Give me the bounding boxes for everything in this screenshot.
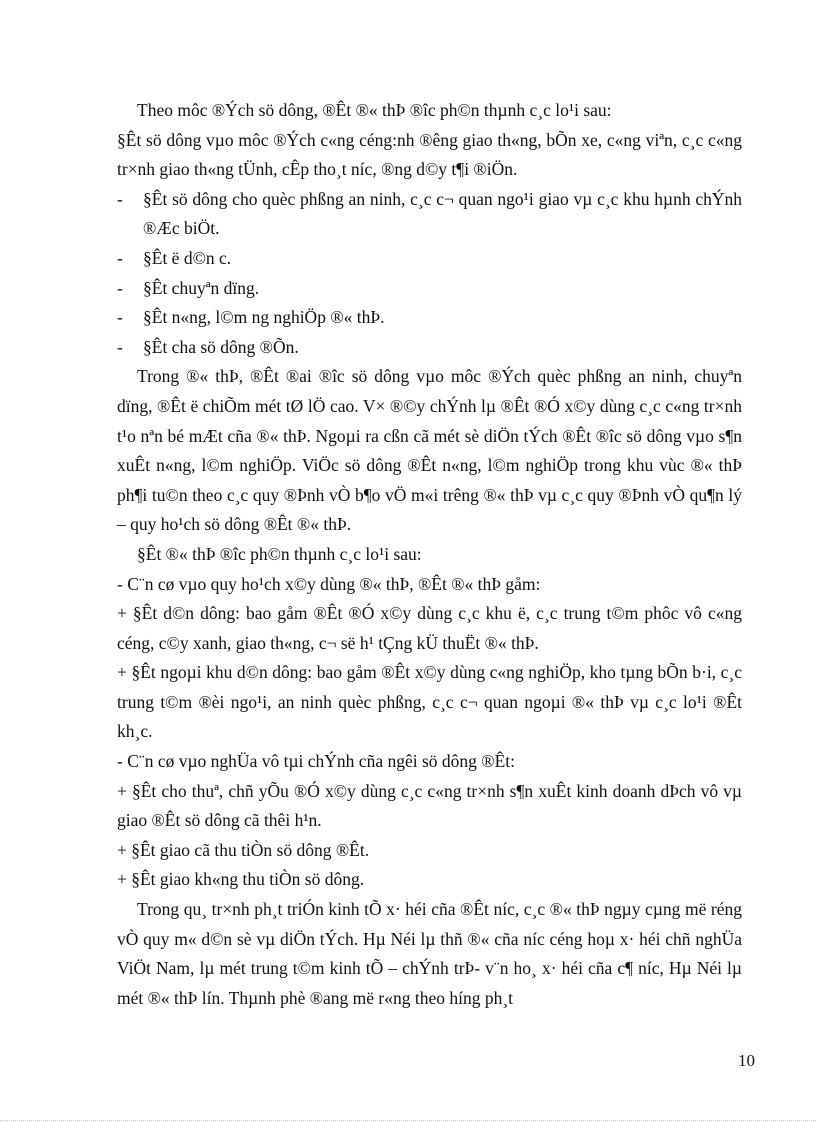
list-item [117,303,742,333]
list-item-text: §Êt ë d©n c. [143,247,232,268]
list-item-text: §Êt sö dông cho quèc phßng an ninh, c¸c c¬ quan ngo¹i giao vµ c¸c khu hµnh chÝnh ®Æc biÖt. [143,188,742,239]
bullet-dash: - [117,336,123,357]
classification-heading: §Êt ®« thÞ ®îc ph©n thµnh c¸c lo¹i sau: [137,543,422,564]
intro-line: Theo môc ®Ých sö dông, ®Êt ®« thÞ ®îc ph©n thµnh c¸c lo¹i sau: [137,100,612,120]
list-item [117,274,742,304]
urban-land-paragraph: Trong ®« thÞ, ®Êt ®ai ®îc sö dông vµo môc ®Ých quèc phßng an ninh, chuyªn dïng, ®Êt ë chiÕm mét tØ lÖ cao. V× ®©y chÝnh lµ ®Êt ®Ó x©y dùng c¸c c«ng tr×nh t¹o nªn bé mÆt cña ®« thÞ. Ngoµi ra cßn cã mét sè diÖn tÝch ®Êt ®îc sö dông vµo s¶n xuÊt n«ng, l©m nghiÖp. ViÖc sö dông ®Êt n«ng, l©m nghiÖp trong khu vùc ®« thÞ ph¶i tu©n theo c¸c quy ®Þnh vÒ b¶o vÖ m«i trêng ®« thÞ vµ c¸c quy ®Þnh vÒ qu¶n lý – quy ho¹ch sö dông ®Êt ®« thÞ. [117,366,742,535]
list-item [117,244,742,274]
public-land-paragraph: §Êt sö dông vµo môc ®Ých c«ng céng:nh ®êng giao th«ng, bÕn xe, c«ng viªn, c¸c c«ng tr×nh giao th«ng tÜnh, cÊp tho¸t níc, ®ng d©y t¶i ®iÖn. [117,129,742,180]
footer-divider [0,1120,816,1121]
list-item-text: §Êt chuyªn dïng. [143,277,260,298]
paid-allocation-item: + §Êt giao cã thu tiÒn sö dông ®Êt. [117,839,370,860]
body-text [117,96,742,1013]
development-paragraph: Trong qu¸ tr×nh ph¸t triÓn kinh tÕ x· héi cña ®Êt níc, c¸c ®« thÞ ngµy cµng më réng vÒ quy m« d©n sè vµ diÖn tÝch. Hµ Néi lµ thñ ®« cña níc céng hoµ x· héi chñ nghÜa ViÖt Nam, lµ mét trung t©m kinh tÕ – chÝnh trÞ- v¨n ho¸ x· héi cña c¶ níc, Hµ Néi lµ mét ®« thÞ lín. Thµnh phè ®ang më r«ng theo híng ph¸t [117,899,742,1008]
list-item-text: §Êt n«ng, l©m ng nghiÖp ®« thÞ. [143,307,385,328]
list-item-text: §Êt cha sö dông ®Õn. [143,336,299,357]
list-item [117,333,742,363]
bullet-dash: - [117,247,123,268]
non-civil-land-item: + §Êt ngoµi khu d©n dông: bao gåm ®Êt x©y dùng c«ng nghiÖp, kho tµng bÕn b·i, c¸c trung t©m ®èi ngo¹i, an ninh quèc phßng, c¸c c¬ quan ngoµi ®« thÞ vµ c¸c lo¹i ®Êt kh¸c. [117,662,742,742]
bullet-dash: - [117,307,123,328]
bullet-dash: - [117,277,123,298]
bullet-dash: - [117,188,123,209]
list-item [117,185,742,244]
planning-basis-line: - C¨n cø vµo quy ho¹ch x©y dùng ®« thÞ, ®Êt ®« thÞ gåm: [117,573,541,594]
leased-land-item: + §Êt cho thuª, chñ yÕu ®Ó x©y dùng c¸c c«ng tr×nh s¶n xuÊt kinh doanh dÞch vô vµ giao ®Êt sö dông cã thêi h¹n. [117,780,742,831]
financial-basis-line: - C¨n cø vµo nghÜa vô tµi chÝnh cña ngêi sö dông ®Êt: [117,751,515,772]
free-allocation-item: + §Êt giao kh«ng thu tiÒn sö dông. [117,869,365,890]
civil-land-item: + §Êt d©n dông: bao gåm ®Êt ®Ó x©y dùng c¸c khu ë, c¸c trung t©m phôc vô c«ng céng, c©y xanh, giao th«ng, c¬ së h¹ tÇng kÜ thuËt ®« thÞ. [117,603,742,653]
page-number: 10 [738,1051,755,1070]
